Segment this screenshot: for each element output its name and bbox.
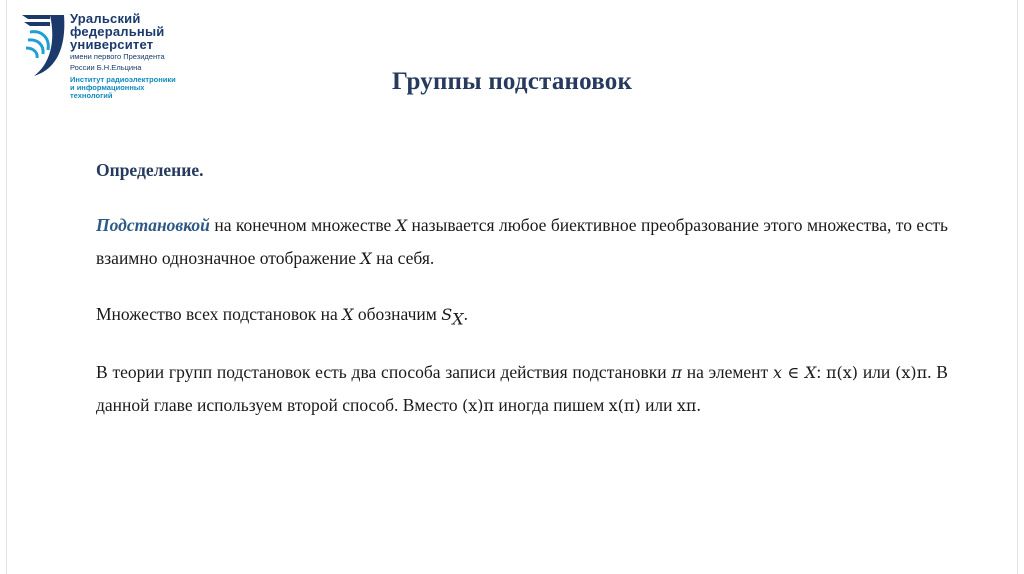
logo-line-2: федеральный xyxy=(70,24,165,39)
definition-heading: Определение. xyxy=(96,160,204,180)
logo-sub-1: имени первого Президента xyxy=(70,52,165,61)
university-logo xyxy=(20,12,210,112)
term-substitution: Подстановкой xyxy=(96,215,210,235)
slide-content xyxy=(96,160,948,422)
notation-paragraph: В теории групп подстановок есть два способа записи действия подстановки π на элемент x ∈ X: π(x) или (x)π. В данной главе используем второй способ. Вместо (x)π иногда пишем x(π) или xπ. xyxy=(96,361,948,415)
definition-paragraph: Подстановкой на конечном множестве X называется любое биективное преобразование этого множества, то есть взаимно однозначное отображение X на себя. xyxy=(96,215,948,268)
set-paragraph: Множество всех подстановок на X обозначим $S_X$. xyxy=(96,304,468,329)
institute-line-2: и информационных xyxy=(70,83,145,92)
logo-line-3: университет xyxy=(70,37,154,52)
institute-line-3: технологий xyxy=(70,91,113,100)
institute-line-1: Институт радиоэлектроники xyxy=(70,75,176,84)
logo-line-1: Уральский xyxy=(70,11,141,26)
slide-title: Группы подстановок xyxy=(391,68,633,95)
logo-sub-2: России Б.Н.Ельцина xyxy=(70,62,142,72)
